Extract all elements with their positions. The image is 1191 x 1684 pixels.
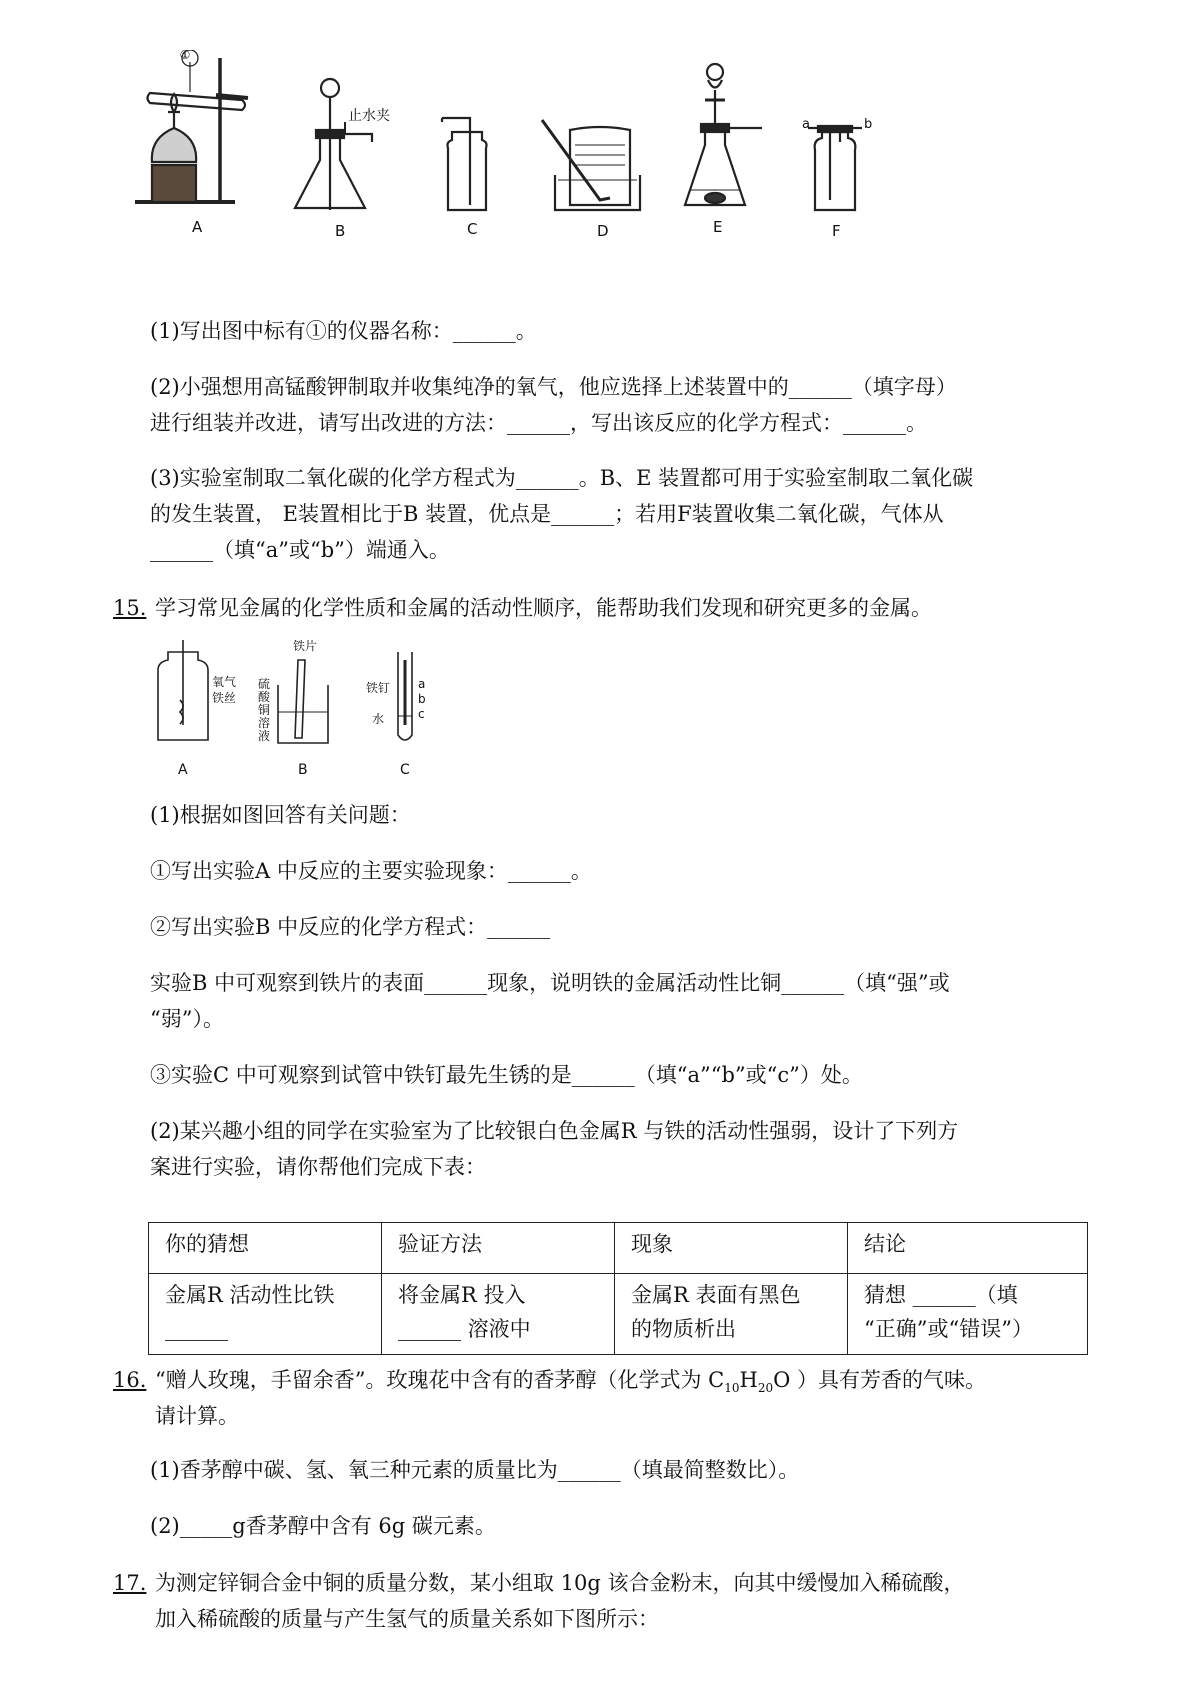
q15-part2-line2: 案进行实验，请你帮他们完成下表： — [150, 1155, 486, 1179]
clamp-label: 止水夹 — [348, 108, 390, 124]
cell-line: 金属R 表面有黑色 — [631, 1283, 801, 1307]
table-header: 现象 — [615, 1223, 848, 1274]
q16-stem-line2: 请计算。 — [155, 1404, 239, 1428]
metal-experiment-figure — [150, 640, 470, 780]
cell-line: 的物质析出 — [631, 1317, 736, 1341]
q15-stem: 学习常见金属的化学性质和金属的活动性顺序，能帮助我们发现和研究更多的金属。 — [155, 596, 932, 620]
cell-line: 金属R 活动性比铁 — [165, 1283, 335, 1307]
table-cell — [382, 1274, 615, 1355]
q14-part2-line2: 进行组装并改进，请写出改进的方法：______，写出该反应的化学方程式：______。 — [150, 411, 927, 435]
apparatus-a — [135, 50, 248, 202]
port-a-label: a — [802, 117, 810, 132]
experiment-table — [148, 1222, 1088, 1355]
table-cell — [848, 1274, 1088, 1355]
cell-line: ______ 溶液中 — [398, 1317, 531, 1341]
fig-b-side-2: 酸 — [258, 690, 271, 704]
table-cell — [615, 1274, 848, 1355]
q14-part2-line1: (2)小强想用高锰酸钾制取并收集纯净的氧气，他应选择上述装置中的______（填字母） — [150, 375, 957, 399]
q17-stem-line2: 加入稀硫酸的质量与产生氢气的质量关系如下图所示： — [155, 1607, 659, 1631]
fig-c-c: c — [418, 707, 425, 721]
table-header-row — [149, 1223, 1088, 1274]
circled-marker: ① — [179, 50, 191, 62]
caption-a: A — [192, 218, 203, 236]
q14-part3-line2: 的发生装置， E装置相比于B 装置，优点是______；若用F装置收集二氧化碳，气体从 — [150, 502, 944, 526]
caption-c: C — [467, 220, 478, 238]
cell-line: 将金属R 投入 — [398, 1283, 526, 1307]
q15-part1-c-line2: “弱”）。 — [150, 1007, 224, 1031]
caption-e: E — [713, 218, 723, 236]
fig-b-side-3: 铜 — [258, 703, 271, 717]
fig-b-side-5: 液 — [258, 729, 271, 743]
hydrogen-symbol: H — [739, 1368, 758, 1392]
q16-stem-line1 — [155, 1362, 986, 1406]
caption-d: D — [597, 222, 609, 240]
q15-number: 15. — [113, 596, 147, 620]
apparatus-f — [808, 126, 862, 210]
fig-caption-b: B — [298, 762, 308, 778]
fig-caption-a: A — [178, 762, 188, 778]
caption-b: B — [335, 222, 346, 240]
fig-b-iron-plate: 铁片 — [293, 640, 318, 653]
q17-stem-line1: 为测定锌铜合金中铜的质量分数，某小组取 10g 该合金粉末，向其中缓慢加入稀硫酸， — [155, 1571, 965, 1595]
fig-c-b: b — [418, 692, 426, 706]
fig-c-water: 水 — [372, 712, 385, 726]
fig-caption-c: C — [400, 762, 410, 778]
q15-part1-d: ③实验C 中可观察到试管中铁钉最先生锈的是______（填“a”“b”或“c”）处。 — [150, 1063, 863, 1087]
q14-part3-line1: (3)实验室制取二氧化碳的化学方程式为______。B、E 装置都可用于实验室制取二氧化碳 — [150, 466, 974, 490]
q17-number: 17. — [113, 1571, 147, 1595]
q15-part1-a: ①写出实验A 中反应的主要实验现象：______。 — [150, 859, 592, 883]
table-header: 你的猜想 — [149, 1223, 382, 1274]
fig-b-side-4: 溶 — [258, 716, 271, 730]
q16-part1: (1)香茅醇中碳、氢、氧三种元素的质量比为______（填最简整数比）。 — [150, 1458, 800, 1482]
hydrogen-subscript: 20 — [757, 1381, 774, 1396]
q15-part2-line1: (2)某兴趣小组的同学在实验室为了比较银白色金属R 与铁的活动性强弱，设计了下列方 — [150, 1119, 959, 1143]
apparatus-d — [542, 120, 640, 210]
q15-part1: (1)根据如图回答有关问题： — [150, 803, 411, 827]
carbon-subscript: 10 — [724, 1381, 740, 1396]
table-header: 结论 — [848, 1223, 1088, 1274]
q14-part3-line3: ______（填“a”或“b”）端通入。 — [150, 538, 450, 562]
apparatus-e — [685, 64, 762, 205]
fig-c-a: a — [418, 677, 426, 691]
q16-number: 16. — [113, 1368, 147, 1392]
port-b-label: b — [864, 117, 873, 132]
table-header: 验证方法 — [382, 1223, 615, 1274]
apparatus-c — [442, 118, 487, 210]
fig-b-side-1: 硫 — [258, 677, 271, 691]
fig-a-oxygen: 氧气 — [212, 675, 237, 689]
apparatus-b — [295, 79, 372, 210]
q16-stem-tail: O ）具有芳香的气味。 — [773, 1368, 987, 1392]
q14-part1: (1)写出图中标有①的仪器名称：______。 — [150, 319, 537, 343]
q15-part1-b: ②写出实验B 中反应的化学方程式：______ — [150, 915, 551, 939]
cell-line: 猜想 ______（填 — [864, 1283, 1018, 1307]
table-row — [149, 1274, 1088, 1355]
apparatus-figure — [130, 50, 930, 260]
fig-c-nail: 铁钉 — [366, 681, 391, 695]
table-cell — [149, 1274, 382, 1355]
cell-line: “正确”或“错误”） — [864, 1317, 1033, 1341]
cell-line: ______ — [165, 1317, 228, 1341]
q16-part2: (2)_____g香茅醇中含有 6g 碳元素。 — [150, 1514, 496, 1538]
q15-part1-c-line1: 实验B 中可观察到铁片的表面______现象，说明铁的金属活动性比铜______（填“强”或 — [150, 971, 950, 995]
caption-f: F — [832, 222, 841, 240]
q16-stem-text: “赠人玫瑰，手留余香”。玫瑰花中含有的香茅醇（化学式为 C — [155, 1368, 725, 1392]
fig-a-iron-wire: 铁丝 — [212, 691, 237, 705]
